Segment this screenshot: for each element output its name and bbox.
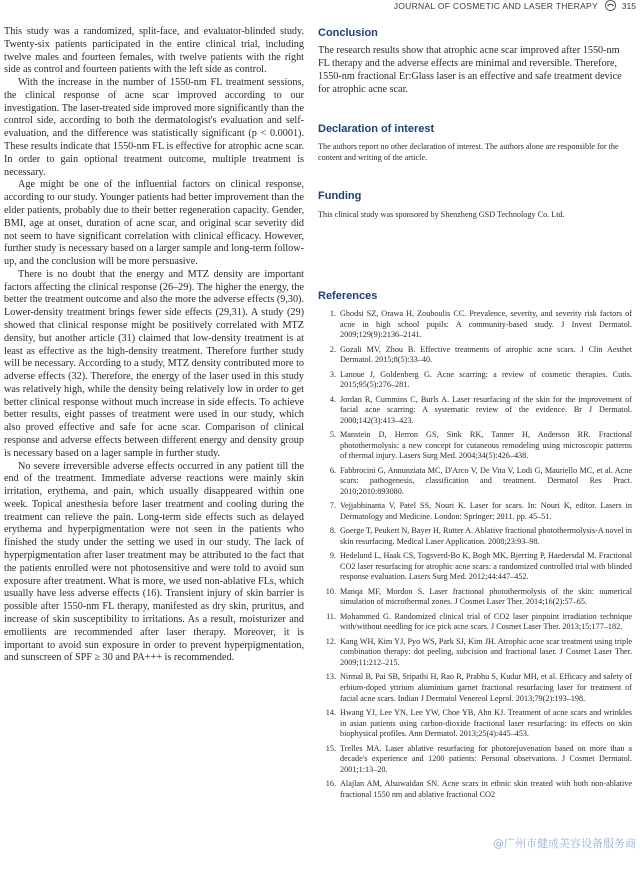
reference-item xyxy=(318,708,632,740)
reference-text: Ghodsi SZ, Orawa H, Zouboulis CC. Prevalence, severity, and severity risk factors of acne in high school pupils: A community-based study. J Invest Dermatol. 2009;129(9):2136–2141. xyxy=(340,309,632,340)
journal-title: JOURNAL OF COSMETIC AND LASER THERAPY xyxy=(393,1,598,11)
reference-number: 9. xyxy=(329,551,336,561)
reference-text: Lanoue J, Goldenberg G. Acne scarring: a review of cosmetic therapies. Cutis. 2015;95(5):276–281. xyxy=(340,369,632,390)
paragraph: With the increase in the number of 1550-nm FL treatment sessions, the clinical response of acne scar improved according to our investigation. The laser-treated side improved more significantly than the control side, according to both the dermatologist's evaluation and self-evaluation, and the difference was statistically significant (p < 0.0001). These results indicate that 1550-nm FL is effective for atrophic acne scar. In order to gain optional treatment outcome, multiple treatment is necessary. xyxy=(4,77,304,178)
reference-item xyxy=(318,612,632,633)
reference-item xyxy=(318,345,632,366)
reference-text: Gozali MV, Zhou B. Effective treatments of atrophic acne scars. J Clin Aesthet Dermatol. 2015;8(5):33–40. xyxy=(340,344,632,365)
paragraph: Age might be one of the influential factors on clinical response, according to our study. Younger patients had better improvement than the elder patients, probably due to their better regeneration capacity. Gender, BMI, age at onset, duration of acne scar, and original scar severity did not seem to have significant correlation with clinical efficacy. However, further study is necessary based on a larger sample and long-term follow-up, and the conclusion will be more persuasive. xyxy=(4,179,304,268)
reference-text: Goerge T, Peukert N, Bayer H, Rutter A. Ablative fractional photothermolysis-A novel in skin resurfacing. Medical Laser Application. 2008;23:93–98. xyxy=(340,526,632,546)
reference-text: Alajlan AM, Alsuwaidan SN. Acne scars in ethnic skin treated with both non-ablative fractional 1550 nm and ablative fractional CO2 xyxy=(340,779,632,799)
reference-text: Vejjabhinanta V, Patel SS, Nouri K. Laser for scars. In: Nouri K, editor. Lasers in Dermatology and Medicine. London: Springer; 2011. pp. 45–51. xyxy=(340,501,632,521)
reference-number: 13. xyxy=(325,672,336,682)
reference-text: Mohammed G. Randomized clinical trial of CO2 laser pinpoint irradiation technique with/without needling for ice pick acne scars. J Cosmet Laser Ther. 2013;15:177–182. xyxy=(340,611,632,632)
reference-item xyxy=(318,551,632,583)
reference-text: Trelles MA. Laser ablative resurfacing for photorejuvenation based on more than a decade's experience and 1200 patients: Personal observations. J Cosmet Dermatol. 2001;1:13–20. xyxy=(340,743,632,774)
reference-number: 3. xyxy=(329,369,336,379)
funding-text: This clinical study was sponsored by Shenzheng GSD Technology Co. Ltd. xyxy=(318,210,565,219)
reference-text: Kang WH, Kim YJ, Pyo WS, Park SJ, Kim JH. Atrophic acne scar treatment using triple combination therapy: dot peeling, subcision and fractional laser. J Cosmet Laser Ther. 2009;11:212–215. xyxy=(340,636,632,667)
declaration-text: The authors report no other declaration of interest. The authors alone are responsible for the content and writing of the article. xyxy=(318,142,619,162)
reference-item xyxy=(318,370,632,391)
reference-text: Hedelund L, Haak CS, Togsverd-Bo K, Bogh MK, Bjerring P, Haedersdal M. Fractional CO2 laser resurfacing for atrophic acne scars: a randomized controlled trial with blinded response evaluation. Lasers Surg Med. 2012;44:447–452. xyxy=(340,551,632,582)
reference-number: 10. xyxy=(325,586,336,596)
reference-item xyxy=(318,744,632,776)
publisher-logo-icon xyxy=(605,0,616,11)
running-header xyxy=(0,0,640,16)
funding-heading: Funding xyxy=(318,190,362,202)
funding-section xyxy=(318,189,632,220)
reference-number: 4. xyxy=(329,394,336,404)
reference-number: 15. xyxy=(325,743,336,753)
reference-item xyxy=(318,430,632,462)
conclusion-text: The research results show that atrophic acne scar improved after 1550-nm FL therapy and the adverse effects are minimal and reversible. Therefore, 1550-nm fractional Er:Glass laser is an effective and safe treatment device for atrophic acne scar. xyxy=(318,45,622,95)
reference-number: 12. xyxy=(325,636,336,646)
page-number: 315 xyxy=(621,1,636,11)
conclusion-section xyxy=(318,26,632,96)
conclusion-heading: Conclusion xyxy=(318,27,378,39)
reference-number: 14. xyxy=(325,707,336,717)
reference-item xyxy=(318,587,632,608)
reference-number: 8. xyxy=(329,526,336,536)
reference-text: Manqa MF, Mordon S. Laser fractional photothermolysis of the skin: numerical simulation of microthermal zones. J Cosmet Laser Ther. 2014;16(2):57–65. xyxy=(340,586,632,607)
left-column xyxy=(4,26,304,665)
references-section xyxy=(318,289,632,804)
reference-item xyxy=(318,526,632,547)
watermark: @广州市健成美容设备服务商 xyxy=(493,837,636,850)
right-column xyxy=(318,26,632,220)
reference-number: 2. xyxy=(329,344,336,354)
reference-number: 11. xyxy=(326,611,336,621)
reference-item xyxy=(318,395,632,427)
declaration-heading: Declaration of interest xyxy=(318,123,435,135)
reference-number: 16. xyxy=(325,779,336,789)
references-heading: References xyxy=(318,290,378,302)
reference-list xyxy=(318,309,632,800)
declaration-section xyxy=(318,122,632,163)
reference-text: Jordan R, Cummins C, Burls A. Laser resurfacing of the skin for the improvement of facial acne scarring: A systematic review of the evidence. Br J Dermatol. 2000;142(3):413–423. xyxy=(340,394,632,425)
reference-item xyxy=(318,309,632,341)
reference-item xyxy=(318,779,632,800)
reference-item xyxy=(318,637,632,669)
reference-number: 5. xyxy=(329,430,336,440)
paragraph: There is no doubt that the energy and MTZ density are important factors affecting the clinical response (26–29). The higher the energy, the better the treatment outcome and also the more the adverse effects (9,30). Lower-density treatment brings fewer side effects (29,31). A study (29) showed that clinical response might be positively correlated with MTZ density, but another article (31) claimed that low-density treatment is at least as effective as the high-density treatment. Therefore further study will be necessary. According to a study, MTZ density contributed more to adverse effects (32). Therefore, the energy of the laser used in this study was relatively high, while the density being relatively low in order to get better clinical response without much increase in side effects. To achieve better results, eight passes of treatment were used in our study, which also proved effective and safe for acne scar. Comparison of clinical response and adverse effects between different energy and density group is necessary based on a lager sample in further study. xyxy=(4,268,304,459)
reference-number: 7. xyxy=(329,501,336,511)
reference-item xyxy=(318,501,632,522)
reference-text: Nirmal B, Pai SB, Sripathi H, Rao R, Prabhu S, Kudur MH, et al. Efficacy and safety of erbium-doped yttrium aluminium garnet fractional resurfacing laser for treatment of facial acne scars. Indian J Dermatol Venereol Leprol. 2013;79(2):193–198. xyxy=(340,672,632,703)
paragraph: This study was a randomized, split-face, and evaluator-blinded study. Twenty-six patients participated in the entire clinical trial, including twelve males and fourteen females, with twelve patients with the right side as control and fourteen patients with the left side as control. xyxy=(4,26,304,76)
paragraph: No severe irreversible adverse effects occurred in any patient till the end of the treatment. Immediate adverse reactions were mainly skin irritation, erythema, and pain, which usually disappeared within one week. Topical anesthesia before laser treatment and cooling during the treatment can relieve the pain. Long-term side effects such as delayed erythema and hyperpigmentation were not seen in the patients who finished the study under the setting we used in our study. The lack of hyperpigmentation after laser treatment may be attributed to the fact that the patients enrolled were not photosensitive and were told to avoid sun exposure after treatment. What is more, we used non-ablative FLs, which usually have less adverse effects (16). Transient injury of skin barrier is possible after 1550-nm FL therapy, manifested as dry skin, pruritus, and increase of skin susceptibility to irritations. As a result, moisturizer and emollients are recommended after laser therapy. Moreover, it is important to avoid sun exposure in order to prevent hyperpigmentation, and sunscreen of SPF ≥ 30 and PA+++ is recommended. xyxy=(4,460,304,664)
reference-text: Manstein D, Herron GS, Sink RK, Tanner H, Anderson RR. Fractional photothermolysis: a new concept for cutaneous remodeling using microscopic patterns of thermal injury. Lasers Surg Med. 2004;34(5):426–438. xyxy=(340,430,632,461)
reference-item xyxy=(318,466,632,498)
reference-number: 6. xyxy=(329,465,336,475)
reference-number: 1. xyxy=(329,309,336,318)
reference-text: Fabbrocini G, Annunziata MC, D'Arco V, De Vita V, Lodi G, Mauriello MC, et al. Acne scars: pathogenesis, classification and treatment. Dermatol Res Pract. 2010;2010:893080. xyxy=(340,465,632,496)
reference-item xyxy=(318,672,632,704)
reference-text: Hwang YJ, Lee YN, Lee YW, Choe YB, Ahn KJ. Treatment of acne scars and wrinkles in asian patients using carbon-dioxide fractional laser resurfacing: its effects on skin biophysical profiles. Ann Dermatol. 2013;25(4):445–453. xyxy=(340,707,632,739)
